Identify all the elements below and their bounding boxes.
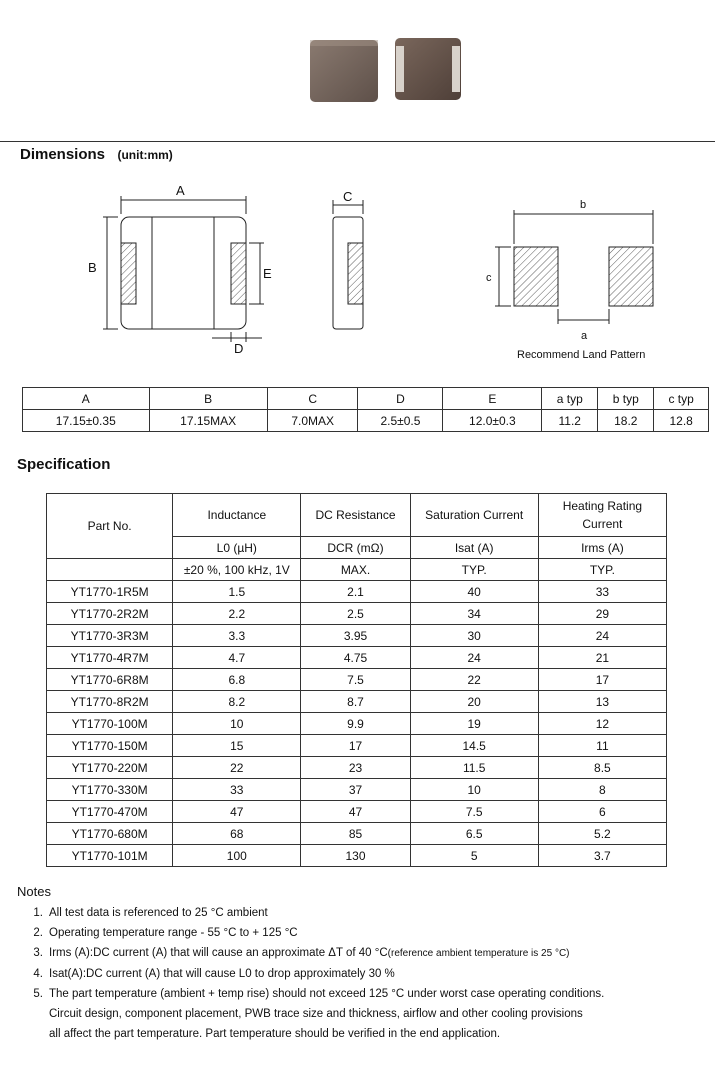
dim-header-cell: E [443,388,542,410]
header-saturation-current: Saturation Current [410,494,538,537]
note-text: Isat(A):DC current (A) that will cause L0 to drop approximately 30 % [49,968,395,980]
table-cell: 8.2 [173,691,301,713]
note-continuation: Circuit design, component placement, PWB trace size and thickness, airflow and other cooling provisions [49,1008,583,1020]
separator-line [0,141,715,142]
table-cell: 6.5 [410,823,538,845]
table-cell: YT1770-220M [47,757,173,779]
table-cell: 24 [538,625,666,647]
dim-value-cell: 18.2 [598,410,654,432]
table-cell: YT1770-330M [47,779,173,801]
header-max: MAX. [301,559,410,581]
table-cell: YT1770-4R7M [47,647,173,669]
dim-value-cell: 17.15±0.35 [23,410,150,432]
note-item [17,903,707,923]
label-a: a [581,330,588,342]
note-continuation: all affect the part temperature. Part temperature should be verified in the end application. [49,1028,501,1040]
table-row [47,823,667,845]
table-cell: 9.9 [301,713,410,735]
dimensions-values-row [23,410,709,432]
table-cell: YT1770-101M [47,845,173,867]
table-cell: 7.5 [301,669,410,691]
table-cell: 14.5 [410,735,538,757]
table-cell: 8.5 [538,757,666,779]
table-cell: 34 [410,603,538,625]
table-cell: YT1770-1R5M [47,581,173,603]
table-row [47,581,667,603]
table-cell: 3.95 [301,625,410,647]
note-number: 2. [33,927,43,939]
header-isat: Isat (A) [410,537,538,559]
table-row [47,801,667,823]
table-cell: 22 [410,669,538,691]
label-b: b [580,199,587,211]
table-cell: YT1770-6R8M [47,669,173,691]
table-cell: 11.5 [410,757,538,779]
table-cell: 22 [173,757,301,779]
table-cell: 6 [538,801,666,823]
table-cell: 6.8 [173,669,301,691]
table-cell: 85 [301,823,410,845]
table-cell: 21 [538,647,666,669]
table-cell: 13 [538,691,666,713]
dim-value-cell: 17.15MAX [149,410,267,432]
header-l0: L0 (µH) [173,537,301,559]
table-cell: 20 [410,691,538,713]
dimensions-header-row [23,388,709,410]
table-cell: 2.2 [173,603,301,625]
spec-body [47,581,667,867]
notes-title: Notes [17,884,51,899]
dimension-drawing [0,170,715,370]
table-cell: 4.75 [301,647,410,669]
table-cell: 37 [301,779,410,801]
dim-header-cell: a typ [542,388,598,410]
dimensions-title: Dimensions [20,146,106,163]
header-typ-2: TYP. [538,559,666,581]
table-row [47,713,667,735]
note-number: 3. [33,947,43,959]
table-cell: YT1770-470M [47,801,173,823]
spec-header-row-3 [47,559,667,581]
table-cell: 33 [173,779,301,801]
label-B: B [88,260,97,275]
table-cell: YT1770-8R2M [47,691,173,713]
note-text: Operating temperature range - 55 °C to + 125 °C [49,927,298,939]
table-cell: 17 [301,735,410,757]
table-cell: 7.5 [410,801,538,823]
dim-value-cell: 11.2 [542,410,598,432]
table-cell: 130 [301,845,410,867]
table-cell: 40 [410,581,538,603]
table-cell: 3.7 [538,845,666,867]
table-cell: 3.3 [173,625,301,647]
label-c: c [486,272,492,284]
table-cell: 15 [173,735,301,757]
table-cell: 4.7 [173,647,301,669]
notes-list [17,903,707,1044]
note-item [17,943,707,964]
label-C: C [343,189,353,204]
table-cell: 2.1 [301,581,410,603]
dim-value-cell: 2.5±0.5 [358,410,443,432]
land-pattern-caption: Recommend Land Pattern [517,349,646,361]
table-cell: 23 [301,757,410,779]
note-text: Irms (A):DC current (A) that will cause an approximate ΔT of 40 °C [49,947,388,959]
table-row [47,625,667,647]
note-number: 5. [33,988,43,1000]
table-row [47,647,667,669]
dim-header-cell: B [149,388,267,410]
header-part-no: Part No. [47,494,173,559]
table-cell: YT1770-3R3M [47,625,173,647]
specification-title: Specification [17,456,111,473]
dimensions-heading [20,146,173,164]
note-number: 1. [33,907,43,919]
header-cond: ±20 %, 100 kHz, 1V [173,559,301,581]
table-cell: 47 [301,801,410,823]
table-row [47,603,667,625]
table-row [47,669,667,691]
note-item [17,964,707,984]
table-cell: 29 [538,603,666,625]
label-A: A [176,183,185,198]
dim-header-cell: A [23,388,150,410]
table-cell: 1.5 [173,581,301,603]
table-cell: 68 [173,823,301,845]
dim-header-cell: D [358,388,443,410]
table-cell: 12 [538,713,666,735]
dim-header-cell: C [267,388,358,410]
table-row [47,779,667,801]
dimensions-unit: (unit:mm) [117,148,173,162]
table-cell: 8.7 [301,691,410,713]
table-row [47,845,667,867]
header-dcr: DCR (mΩ) [301,537,410,559]
dim-value-cell: 12.0±0.3 [443,410,542,432]
header-irms: Irms (A) [538,537,666,559]
header-dc-resistance: DC Resistance [301,494,410,537]
dim-value-cell: 12.8 [654,410,709,432]
note-item [17,984,707,1044]
table-cell: 11 [538,735,666,757]
table-cell: YT1770-100M [47,713,173,735]
label-D: D [234,341,244,356]
table-cell: 10 [410,779,538,801]
dim-header-cell: c typ [654,388,709,410]
note-text: The part temperature (ambient + temp rise) should not exceed 125 °C under worst case operating conditions. [49,988,605,1000]
table-row [47,691,667,713]
table-cell: 8 [538,779,666,801]
table-cell: 47 [173,801,301,823]
table-row [47,735,667,757]
table-row [47,757,667,779]
specification-table [46,493,667,867]
notes-section [17,884,707,1044]
table-cell: 30 [410,625,538,647]
note-item [17,923,707,943]
spec-header-row-1 [47,494,667,537]
note-small-text: (reference ambient temperature is 25 °C) [387,948,570,959]
product-photo [300,32,470,108]
header-empty [47,559,173,581]
table-cell: 24 [410,647,538,669]
label-E: E [263,266,272,281]
note-number: 4. [33,968,43,980]
table-cell: YT1770-2R2M [47,603,173,625]
table-cell: 5.2 [538,823,666,845]
table-cell: 100 [173,845,301,867]
table-cell: 5 [410,845,538,867]
header-typ-1: TYP. [410,559,538,581]
table-cell: 17 [538,669,666,691]
table-cell: 19 [410,713,538,735]
table-cell: 10 [173,713,301,735]
table-cell: 2.5 [301,603,410,625]
table-cell: YT1770-680M [47,823,173,845]
dimensions-table [22,387,709,432]
header-heating-rating-current: Heating Rating Current [538,494,666,537]
table-cell: 33 [538,581,666,603]
dim-header-cell: b typ [598,388,654,410]
note-text: All test data is referenced to 25 °C ambient [49,907,268,919]
table-cell: YT1770-150M [47,735,173,757]
dim-value-cell: 7.0MAX [267,410,358,432]
header-inductance: Inductance [173,494,301,537]
